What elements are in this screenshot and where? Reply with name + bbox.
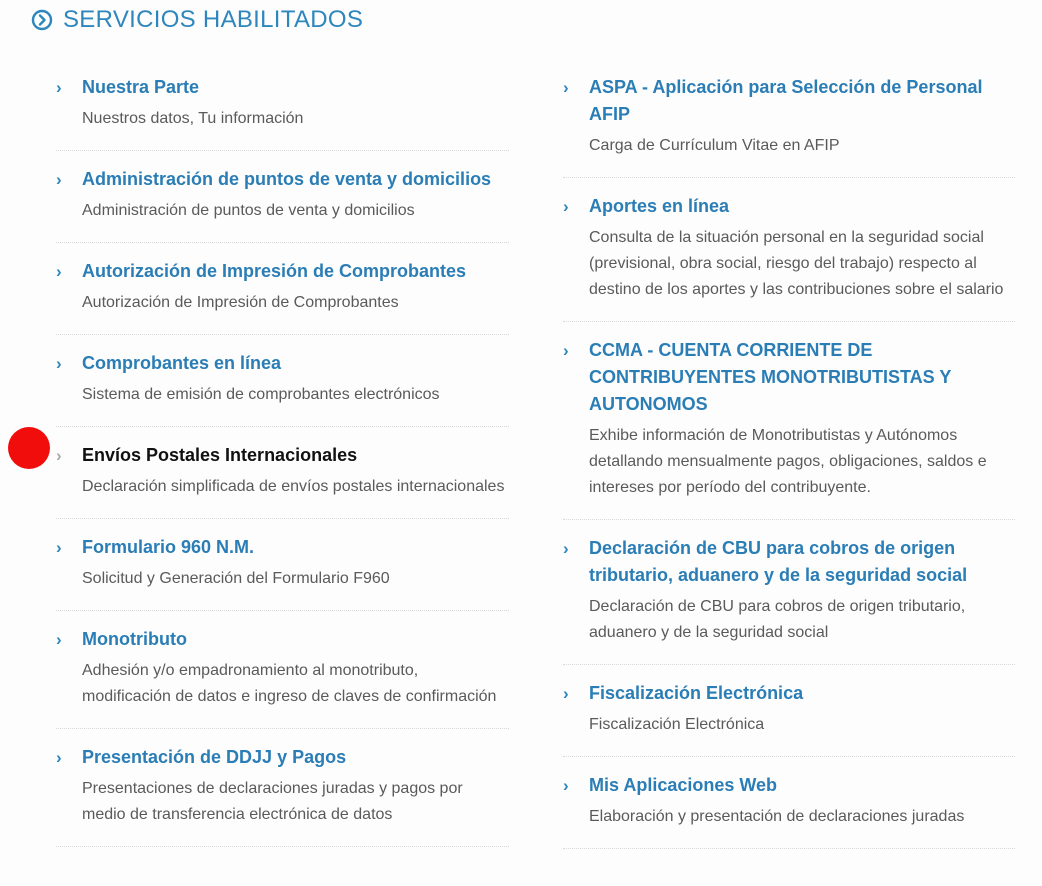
service-title[interactable]: ASPA - Aplicación para Selección de Personal AFIP (589, 77, 983, 124)
chevron-right-icon: › (56, 630, 62, 649)
section-title: SERVICIOS HABILITADOS (63, 6, 364, 33)
chevron-right-icon: › (563, 539, 569, 558)
service-title[interactable]: Envíos Postales Internacionales (82, 445, 358, 465)
chevron-right-icon: › (56, 538, 62, 557)
service-item-aportes-en-linea[interactable] (563, 178, 1015, 322)
service-description: Declaración simplificada de envíos postales internacionales (82, 478, 505, 495)
chevron-right-icon: › (56, 78, 62, 97)
section-header (31, 4, 363, 36)
service-description: Declaración de CBU para cobros de origen tributario, aduanero y de la seguridad social (589, 598, 966, 641)
services-list-left (56, 59, 509, 847)
service-title[interactable]: Declaración de CBU para cobros de origen tributario, aduanero y de la seguridad social (589, 538, 968, 585)
service-item-nuestra-parte[interactable] (56, 59, 509, 151)
service-item-ccma[interactable] (563, 322, 1015, 520)
service-title[interactable]: Nuestra Parte (82, 77, 200, 97)
chevron-right-icon: › (563, 197, 569, 216)
chevron-right-icon: › (56, 748, 62, 767)
service-title[interactable]: CCMA - CUENTA CORRIENTE DE CONTRIBUYENTES MONOTRIBUTISTAS Y AUTONOMOS (589, 340, 952, 414)
chevron-right-icon: › (56, 446, 62, 465)
service-title[interactable]: Administración de puntos de venta y domicilios (82, 169, 492, 189)
service-title[interactable]: Autorización de Impresión de Comprobantes (82, 261, 467, 281)
service-description: Consulta de la situación personal en la seguridad social (previsional, obra social, riesgo del trabajo) respecto al destino de los aportes y las contribuciones sobre el salario (589, 229, 1004, 298)
service-description: Elaboración y presentación de declaraciones juradas (589, 808, 965, 825)
service-description: Sistema de emisión de comprobantes electrónicos (82, 386, 440, 403)
service-title[interactable]: Aportes en línea (589, 196, 730, 216)
chevron-right-icon: › (563, 776, 569, 795)
service-item-envios-postales[interactable] (56, 427, 509, 519)
chevron-right-icon: › (56, 170, 62, 189)
service-description: Adhesión y/o empadronamiento al monotributo, modificación de datos e ingreso de claves de confirmación (82, 662, 497, 705)
service-description: Administración de puntos de venta y domicilios (82, 202, 415, 219)
service-title[interactable]: Comprobantes en línea (82, 353, 282, 373)
service-title[interactable]: Monotributo (82, 629, 187, 649)
service-description: Carga de Currículum Vitae en AFIP (589, 137, 840, 154)
service-item-declaracion-cbu[interactable] (563, 520, 1015, 665)
service-title[interactable]: Mis Aplicaciones Web (589, 775, 778, 795)
service-item-formulario-960[interactable] (56, 519, 509, 611)
service-description: Presentaciones de declaraciones juradas y pagos por medio de transferencia electrónica de datos (82, 780, 463, 823)
service-item-autorizacion-impresion[interactable] (56, 243, 509, 335)
service-item-mis-aplicaciones-web[interactable] (563, 757, 1015, 849)
service-description: Nuestros datos, Tu información (82, 110, 304, 127)
service-item-aspa[interactable] (563, 59, 1015, 178)
chevron-circle-right-icon (31, 9, 53, 31)
service-item-puntos-de-venta[interactable] (56, 151, 509, 243)
chevron-right-icon: › (563, 341, 569, 360)
service-title[interactable]: Presentación de DDJJ y Pagos (82, 747, 347, 767)
service-title[interactable]: Formulario 960 N.M. (82, 537, 255, 557)
service-description: Autorización de Impresión de Comprobantes (82, 294, 399, 311)
services-list-right (563, 59, 1015, 849)
service-description: Solicitud y Generación del Formulario F960 (82, 570, 390, 587)
chevron-right-icon: › (563, 78, 569, 97)
service-item-monotributo[interactable] (56, 611, 509, 729)
service-description: Fiscalización Electrónica (589, 716, 765, 733)
service-item-presentacion-ddjj[interactable] (56, 729, 509, 847)
chevron-right-icon: › (56, 262, 62, 281)
service-title[interactable]: Fiscalización Electrónica (589, 683, 804, 703)
click-marker (8, 427, 50, 469)
chevron-right-icon: › (563, 684, 569, 703)
service-item-fiscalizacion-electronica[interactable] (563, 665, 1015, 757)
service-description: Exhibe información de Monotributistas y Autónomos detallando mensualmente pagos, obligaciones, saldos e intereses por período del contribuyente. (589, 427, 987, 496)
chevron-right-icon: › (56, 354, 62, 373)
service-item-comprobantes-en-linea[interactable] (56, 335, 509, 427)
